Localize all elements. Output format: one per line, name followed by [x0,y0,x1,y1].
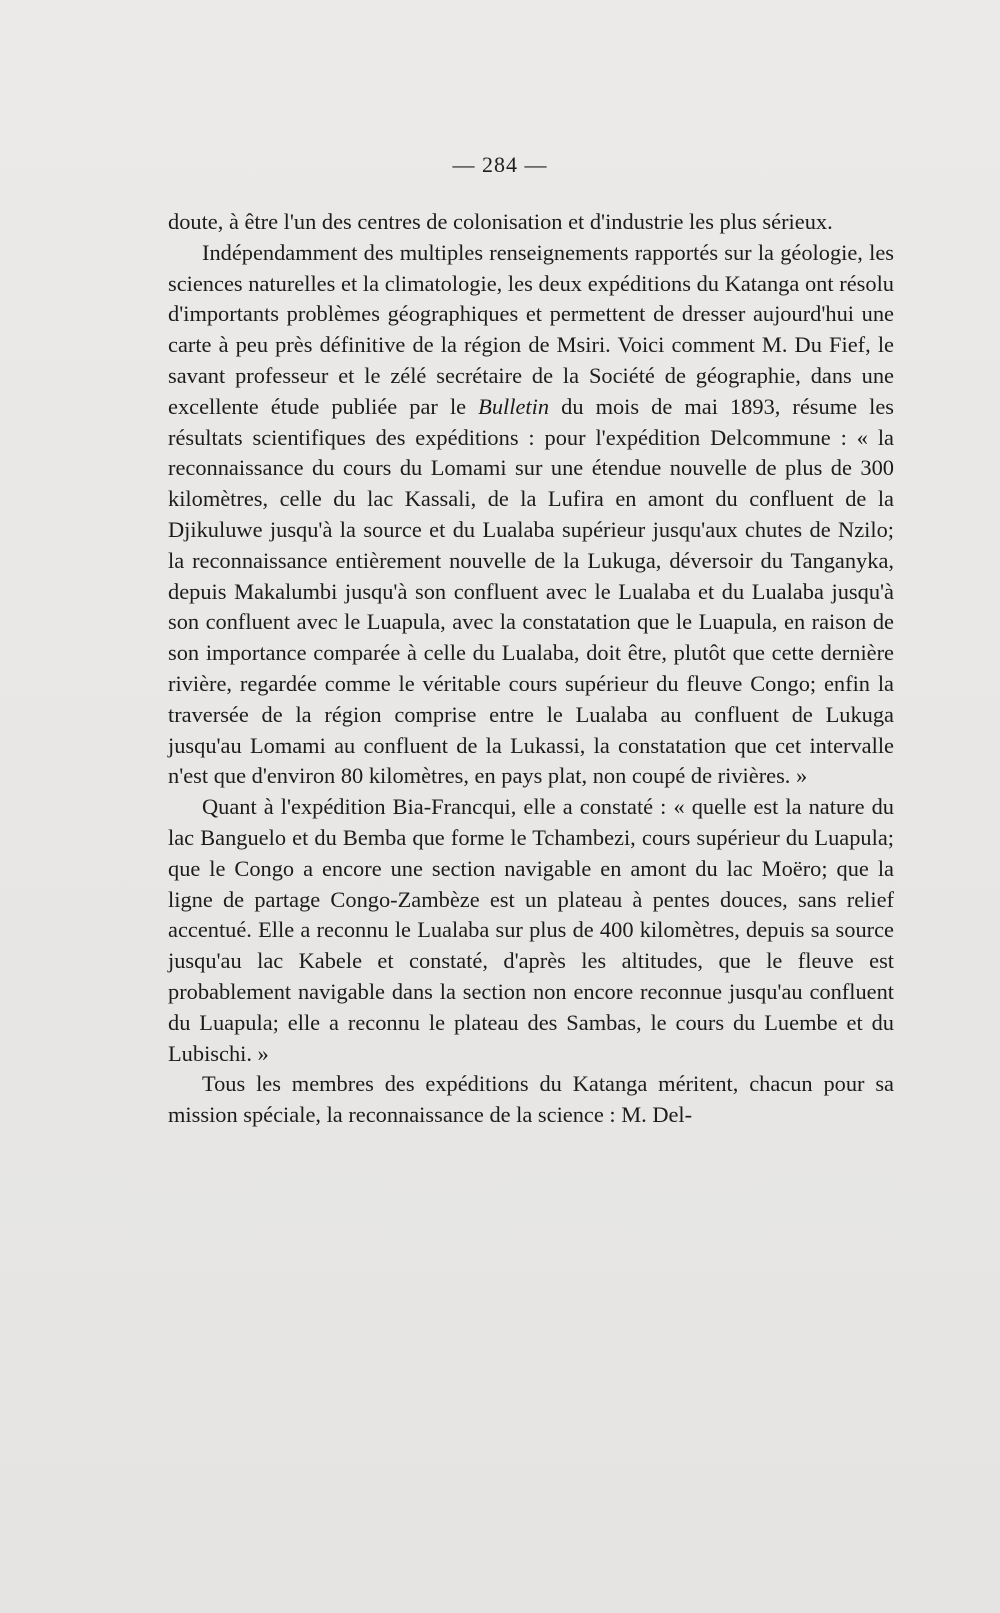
page-number: — 284 — [452,152,548,177]
paragraph-1: doute, à être l'un des centres de colonisation et d'industrie les plus sérieux. [168,209,833,234]
paragraph-2 [168,238,894,792]
paragraph-2-text-b: du mois de mai 1893, résume les résultats scientifiques des expéditions : pour l'expédition Delcommune : « la reconnaissance du cours du Lomami sur une étendue nouvelle de plus de 300 kilomètres, celle du lac Kassali, de la Lufira en amont du confluent de la Djikuluwe jusqu'à la source et du Lualaba supérieur jusqu'aux chutes de Nzilo; la reconnaissance entièrement nouvelle de la Lukuga, déversoir du Tanganyka, depuis Makalumbi jusqu'à son confluent avec le Lualaba et du Lualaba jusqu'à son confluent avec le Luapula, avec la constatation que le Luapula, en raison de son importance comparée à celle du Lualaba, doit être, plutôt que cette dernière rivière, regardée comme le véritable cours supérieur du fleuve Congo; enfin la traversée de la région comprise entre le Lualaba au confluent de Lukuga jusqu'au Lomami au confluent de la Lukassi, la constatation que cet intervalle n'est que d'environ 80 kilomètres, en pays plat, non coupé de rivières. » [168,393,894,789]
paragraph-3: Quant à l'expédition Bia-Francqui, elle a constaté : « quelle est la nature du lac Banguelo et du Bemba que forme le Tchambezi, cours supérieur du Luapula; que le Congo a encore une section navigable en amont du lac Moëro; que la ligne de partage Congo-Zambèze est un plateau à pentes douces, sans relief accentué. Elle a reconnu le Lualaba sur plus de 400 kilomètres, depuis sa source jusqu'au lac Kabele et constaté, d'après les altitudes, que le fleuve est probablement navigable dans la section non encore reconnue jusqu'au confluent du Luapula; elle a reconnu le plateau des Sambas, le cours du Luembe et du Lubischi. » [168,794,894,1066]
bulletin-title: Bulletin [478,393,550,419]
paragraph-2-text-a: Indépendamment des multiples renseignements rapportés sur la géologie, les sciences naturelles et la climatologie, les deux expéditions du Katanga ont résolu d'importants problèmes géographiques et permettent de dresser aujourd'hui une carte à peu près définitive de la région de Msiri. Voici comment M. Du Fief, le savant professeur et le zélé secrétaire de la Société de géographie, dans une excellente étude publiée par le [168,239,894,419]
page-body [168,207,894,1131]
paragraph-4: Tous les membres des expéditions du Katanga méritent, chacun pour sa mission spéciale, la reconnaissance de la science : M. Del- [168,1071,894,1128]
